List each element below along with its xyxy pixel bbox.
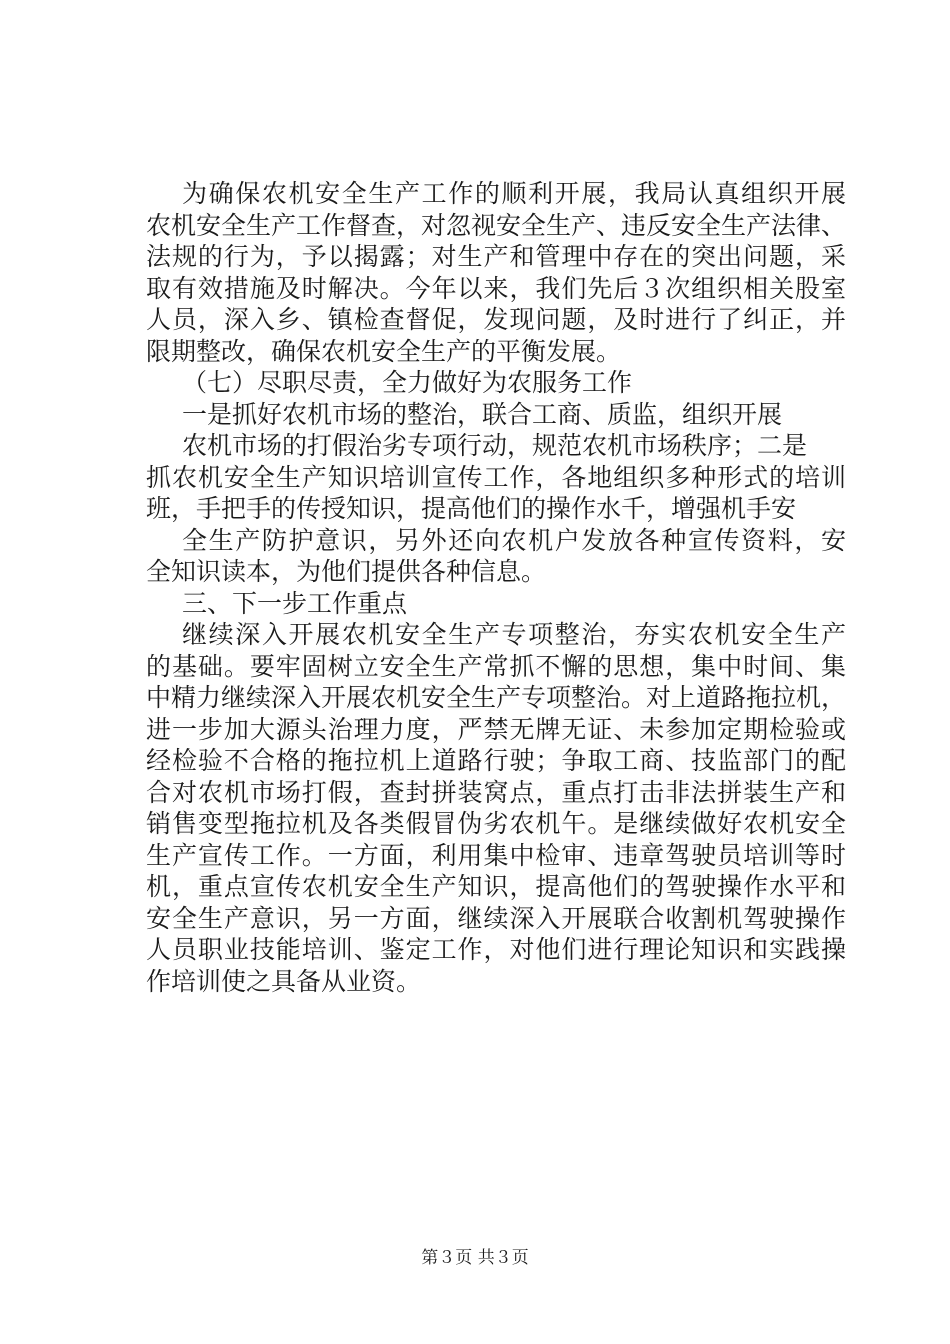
- text-line: 为确保农机安全生产工作的顺利开展，我局认真组织开展: [182, 179, 846, 208]
- text-line: 合对农机市场打假，查封拼装窝点，重点打击非法拼装生产和: [146, 777, 846, 807]
- text-line: 的基础。要牢固树立安全生产常抓不懈的思想，集中时间、集: [146, 651, 846, 681]
- text-line: 全知识读本，为他们提供各种信息。: [146, 557, 547, 586]
- text-line: 三、下一步工作重点: [182, 588, 408, 618]
- text-line: 人员，深入乡、镇检查督促，发现问题，及时进行了纠正，并: [146, 305, 846, 334]
- text-line: 抓农机安全生产知识培训宣传工作，各地组织多种形式的培训: [146, 462, 846, 492]
- text-line: 进一步加大源头治理力度，严禁无牌无证、未参加定期检验或: [146, 714, 846, 744]
- text-line: 销售变型拖拉机及各类假冒伪劣农机午。是继续做好农机安全: [146, 809, 846, 838]
- text-line: 班，手把手的传授知识，提高他们的操作水千，增强机手安: [146, 494, 797, 523]
- text-line: 中精力继续深入开展农机安全生产专项整治。对上道路拖拉机，: [146, 683, 846, 712]
- text-line: 安全生产意识，另一方面，继续深入开展联合收割机驾驶操作: [146, 903, 846, 933]
- text-line: 机，重点宣传农机安全生产知识，提高他们的驾驶操作水平和: [146, 872, 846, 901]
- text-line: 农机安全生产工作督查，对忽视安全生产、违反安全生产法律、: [146, 210, 846, 240]
- text-line: 一是抓好农机市场的整治，联合工商、质监，组织开展: [182, 399, 783, 429]
- text-line: 继续深入开展农机安全生产专项整治，夯实农机安全生产: [182, 620, 846, 649]
- text-line: 全生产防护意识，另外还向农机户发放各种宣传资料，安: [182, 525, 846, 555]
- text-line: 农机市场的打假治劣专项行动，规范农机市场秩序；二是: [182, 431, 808, 460]
- text-line: 生产宣传工作。一方面，利用集中检审、违章驾驶员培训等时: [146, 840, 846, 870]
- text-line: 限期整改，确保农机安全生产的平衡发展。: [146, 336, 622, 366]
- text-line: （七）尽职尽责，全力做好为农服务工作: [182, 368, 633, 397]
- page-footer: 第３页 共３页: [421, 1248, 529, 1268]
- text-line: 法规的行为，予以揭露；对生产和管理中存在的突出问题，采: [146, 242, 846, 271]
- text-line: 作培训使之具备从业资。: [146, 966, 422, 996]
- text-line: 人员职业技能培训、鉴定工作，对他们进行理论知识和实践操: [146, 935, 846, 964]
- body-text: [146, 178, 846, 997]
- text-line: 经检验不合格的拖拉机上道路行驶；争取工商、技监部门的配: [146, 746, 846, 775]
- text-line: 取有效措施及时解决。今年以来，我们先后３次组织相关股室: [146, 273, 846, 303]
